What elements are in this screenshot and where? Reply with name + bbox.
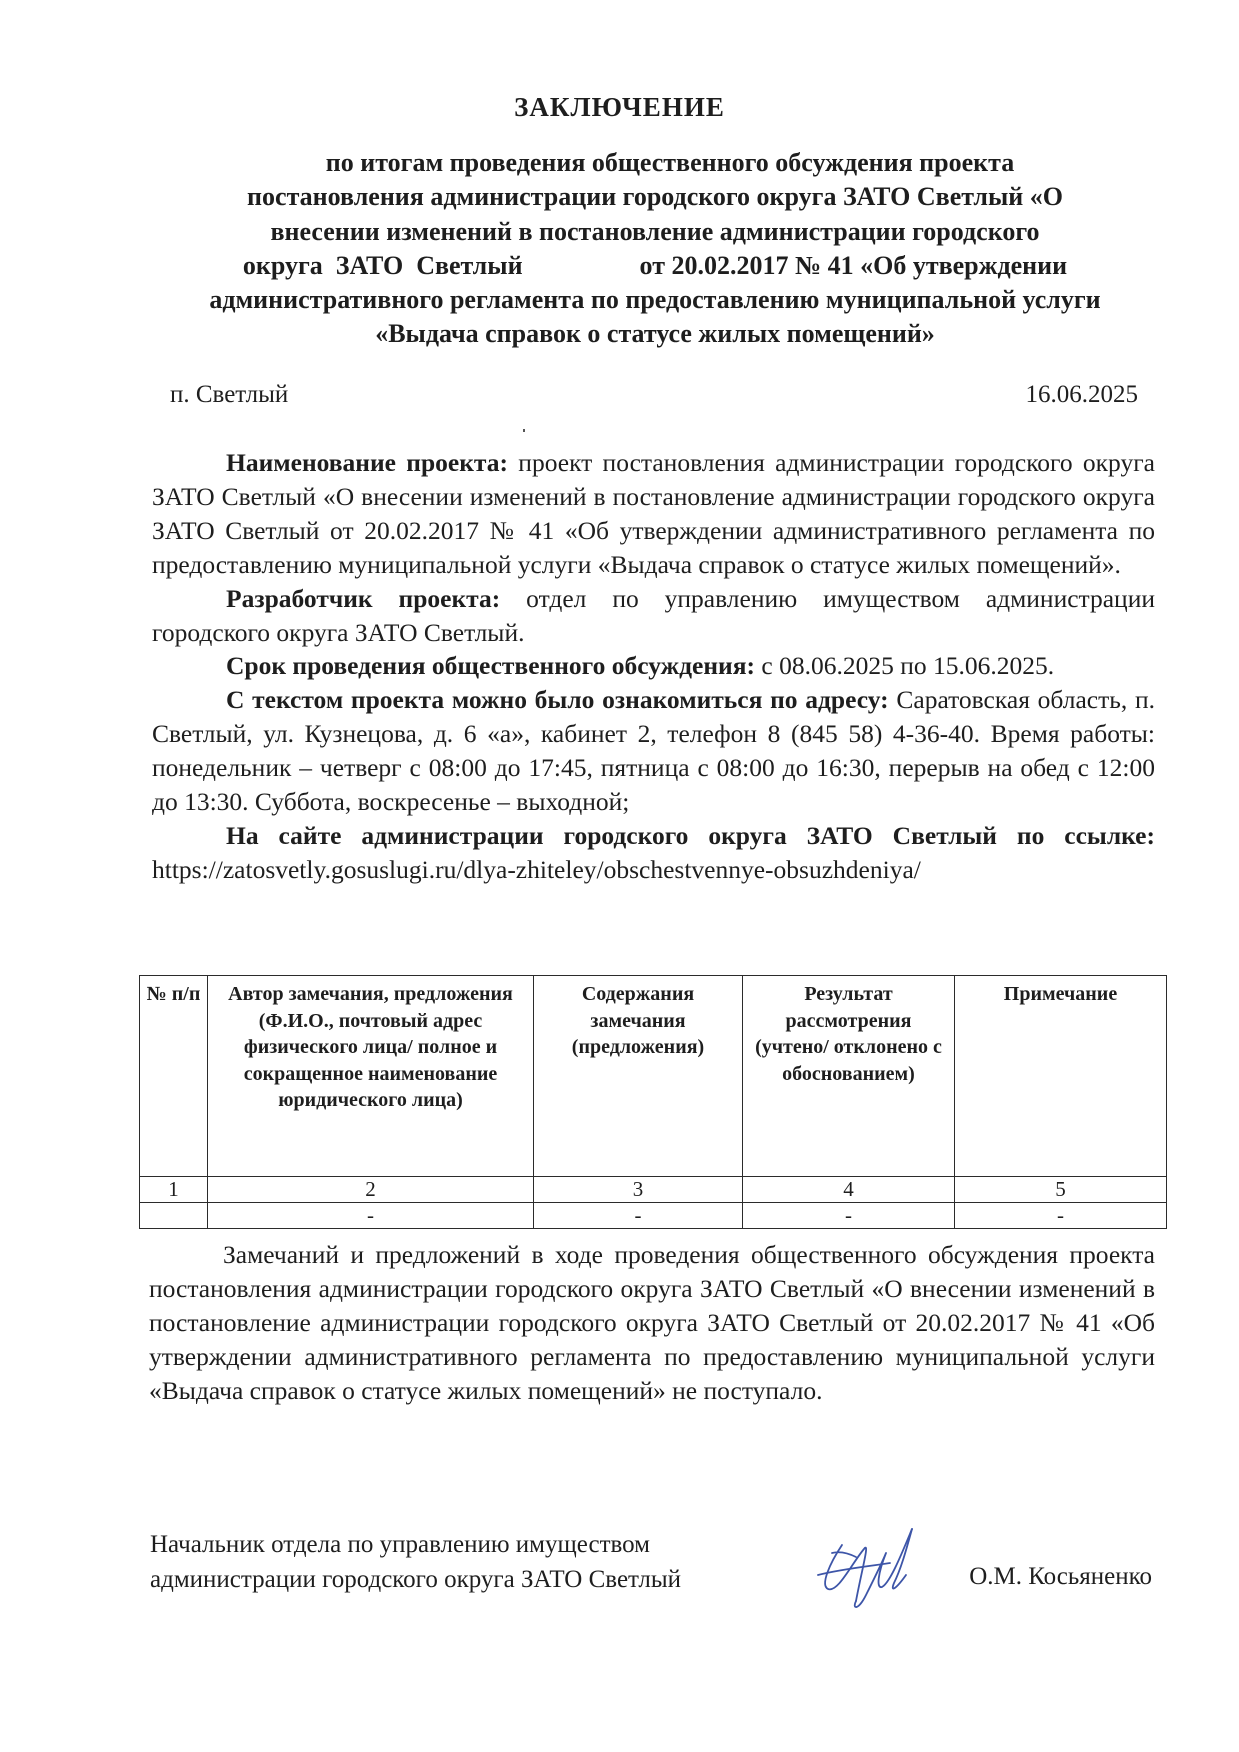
conclusion-paragraph: Замечаний и предложений в ходе проведения общественного обсуждения проекта постановления администрации городского округа ЗАТО Светлый «О внесении изменений в постановление администрации городского округа ЗАТО Светлый от 20.02.2017 № 41 «Об утверждении административного регламента по предоставлению муниципальной услуги «Выдача справок о статусе жилых помещений» не поступало. <box>149 1240 1155 1405</box>
header-note: Примечание <box>955 976 1167 1177</box>
scan-speck <box>523 429 525 432</box>
subtitle-line: внесении изменений в постановление администрации городского <box>270 216 1040 246</box>
header-result: Результат рассмотрения (учтено/ отклонено с обоснованием) <box>743 976 955 1177</box>
position-line: Начальник отдела по управлению имуществом <box>150 1531 650 1558</box>
signatory-name: О.М. Косьяненко <box>969 1563 1152 1590</box>
subtitle-line: округа ЗАТО Светлый от 20.02.2017 № 41 «Об утверждении <box>242 250 1068 280</box>
subtitle-line: по итогам проведения общественного обсуждения проекта <box>325 148 1015 177</box>
header-number: № п/п <box>140 976 208 1177</box>
site-paragraph <box>152 819 1155 887</box>
table-row <box>140 1203 1167 1229</box>
subtitle-line: административного регламента по предоставлению муниципальной услуги <box>209 285 1101 315</box>
period-value: с 08.06.2025 по 15.06.2025. <box>761 651 1055 681</box>
table-cell: - <box>208 1203 534 1229</box>
conclusion-block <box>149 1238 1155 1408</box>
table-cell: 3 <box>534 1177 743 1203</box>
period-label: Срок проведения общественного обсуждения: <box>226 651 756 681</box>
table-cell: - <box>534 1203 743 1229</box>
address-label: С текстом проекта можно было ознакомиться по адресу: <box>226 685 889 715</box>
subtitle-line: постановления администрации городского округа ЗАТО Светлый «О <box>247 182 1063 212</box>
header-author: Автор замечания, предложения (Ф.И.О., почтовый адрес физического лица/ полное и сокращенное наименование юридического лица) <box>208 976 534 1177</box>
table-header-row <box>140 976 1167 1177</box>
project-name-value: проект постановления администрации городского округа ЗАТО Светлый «О внесении изменений в постановление администрации городского округа ЗАТО Светлый от 20.02.2017 № 41 «Об утверждении административного регламента по предоставлению муниципальной услуги «Выдача справок о статусе жилых помещений». <box>152 448 1155 579</box>
signatory-position <box>150 1528 681 1597</box>
table-cell <box>140 1203 208 1229</box>
address-paragraph <box>152 683 1155 819</box>
developer-value: отдел по управлению имуществом администрации городского округа ЗАТО Светлый. <box>152 583 1155 647</box>
comments-table <box>139 975 1167 1229</box>
table-cell: 5 <box>955 1177 1167 1203</box>
site-url-link[interactable]: https://zatosvetly.gosuslugi.ru/dlya-zhiteley/obschestvennye-obsuzhdeniya/ <box>152 854 921 884</box>
date-text: 16.06.2025 <box>1025 381 1138 408</box>
header-content: Содержания замечания (предложения) <box>534 976 743 1177</box>
place-text: п. Светлый <box>170 381 289 408</box>
signature-drawing <box>812 1523 928 1615</box>
project-name-paragraph <box>152 446 1155 582</box>
position-line: администрации городского округа ЗАТО Светлый <box>150 1565 681 1593</box>
address-value: Саратовская область, п. Светлый, ул. Кузнецова, д. 6 «а», кабинет 2, телефон 8 (845 58) 4-36-40. Время работы: понедельник – четверг с 08:00 до 17:45, пятница с 08:00 до 16:30, перерыв на обед с 12:00 до 13:30. Суббота, воскресенье – выходной; <box>152 685 1156 817</box>
developer-paragraph <box>152 582 1155 650</box>
table-number-row <box>140 1177 1167 1203</box>
document-title: ЗАКЛЮЧЕНИЕ <box>514 92 725 122</box>
period-paragraph <box>152 649 1155 683</box>
table-cell: 1 <box>140 1177 208 1203</box>
table-cell: - <box>743 1203 955 1229</box>
handwritten-signature <box>812 1523 928 1620</box>
document-subtitle <box>150 146 1160 352</box>
document-body <box>152 446 1155 887</box>
site-label: На сайте администрации городского округа ЗАТО Светлый по ссылке: <box>226 820 1155 850</box>
project-name-label: Наименование проекта: <box>226 448 508 477</box>
subtitle-line: «Выдача справок о статусе жилых помещений» <box>375 319 935 349</box>
developer-label: Разработчик проекта: <box>226 583 501 613</box>
table-cell: 2 <box>208 1177 534 1203</box>
table-cell: 4 <box>743 1177 955 1203</box>
table-cell: - <box>955 1203 1167 1229</box>
